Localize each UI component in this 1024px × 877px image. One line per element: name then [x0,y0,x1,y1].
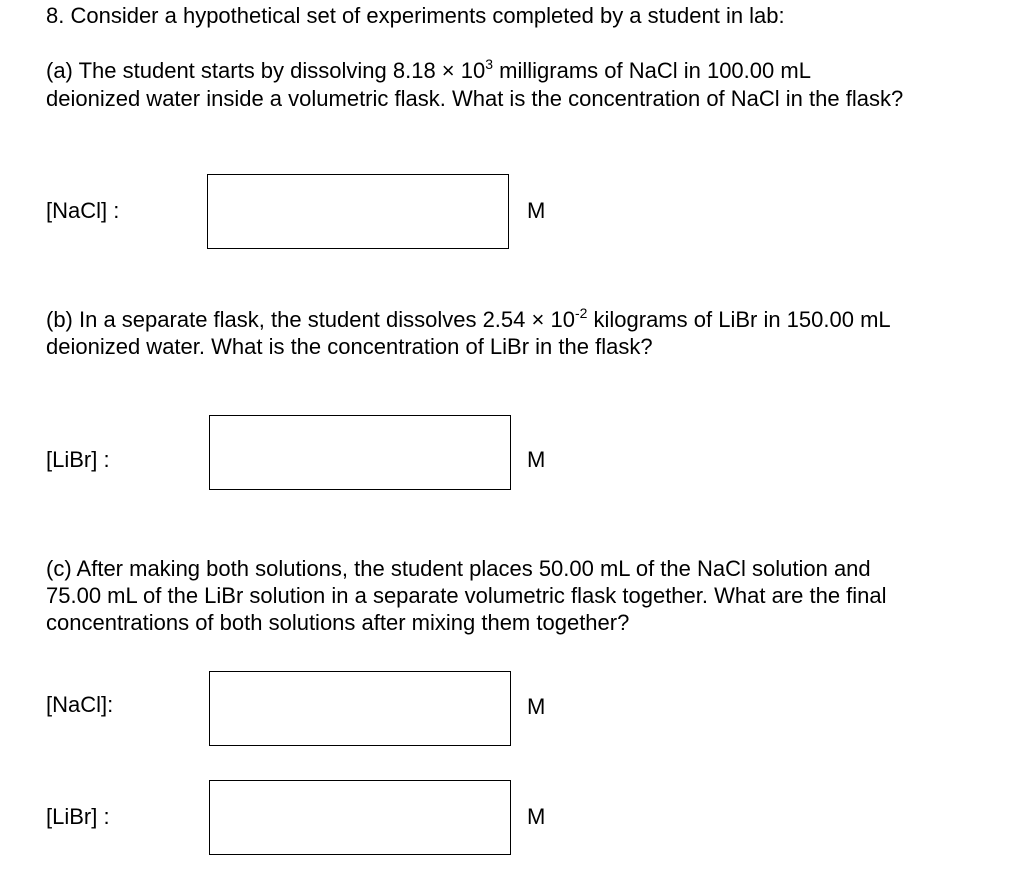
nacl-answer-label-a: [NaCl] : [46,198,120,223]
part-b-text-line1: (b) In a separate flask, the student dissolves $2.54 \times 10^{-2}$ kilograms of LiBr in 150.00 mL [46,304,891,332]
libr-unit-c: M [527,804,546,829]
libr-answer-label-b: [LiBr] : [46,447,110,472]
question-title: 8. Consider a hypothetical set of experiments completed by a student in lab: [46,3,785,28]
libr-answer-label-c: [LiBr] : [46,804,110,829]
part-a-text-line1: (a) The student starts by dissolving $8.18 \times 10^3$ milligrams of NaCl in 100.00 mL [46,55,811,83]
nacl-unit-c: M [527,694,546,719]
part-b-exponent: -2 [574,304,588,321]
part-a-exponent: 3 [485,55,494,72]
part-c-text-line2: 75.00 mL of the LiBr solution in a separate volumetric flask together. What are the final [46,583,887,608]
nacl-concentration-input-a[interactable] [207,174,509,249]
nacl-unit-a: M [527,198,546,223]
part-a-text-line2: deionized water inside a volumetric flask. What is the concentration of NaCl in the flask? [46,86,904,111]
part-c-text-line1: (c) After making both solutions, the student places 50.00 mL of the NaCl solution and [46,556,871,581]
libr-concentration-input-b[interactable] [209,415,511,490]
part-c-text-line3: concentrations of both solutions after mixing them together? [46,610,630,635]
nacl-answer-label-c: [NaCl]: [46,692,114,717]
libr-final-concentration-input[interactable] [209,780,511,855]
nacl-final-concentration-input[interactable] [209,671,511,746]
libr-unit-b: M [527,447,546,472]
part-b-text-line2: deionized water. What is the concentration of LiBr in the flask? [46,334,653,359]
